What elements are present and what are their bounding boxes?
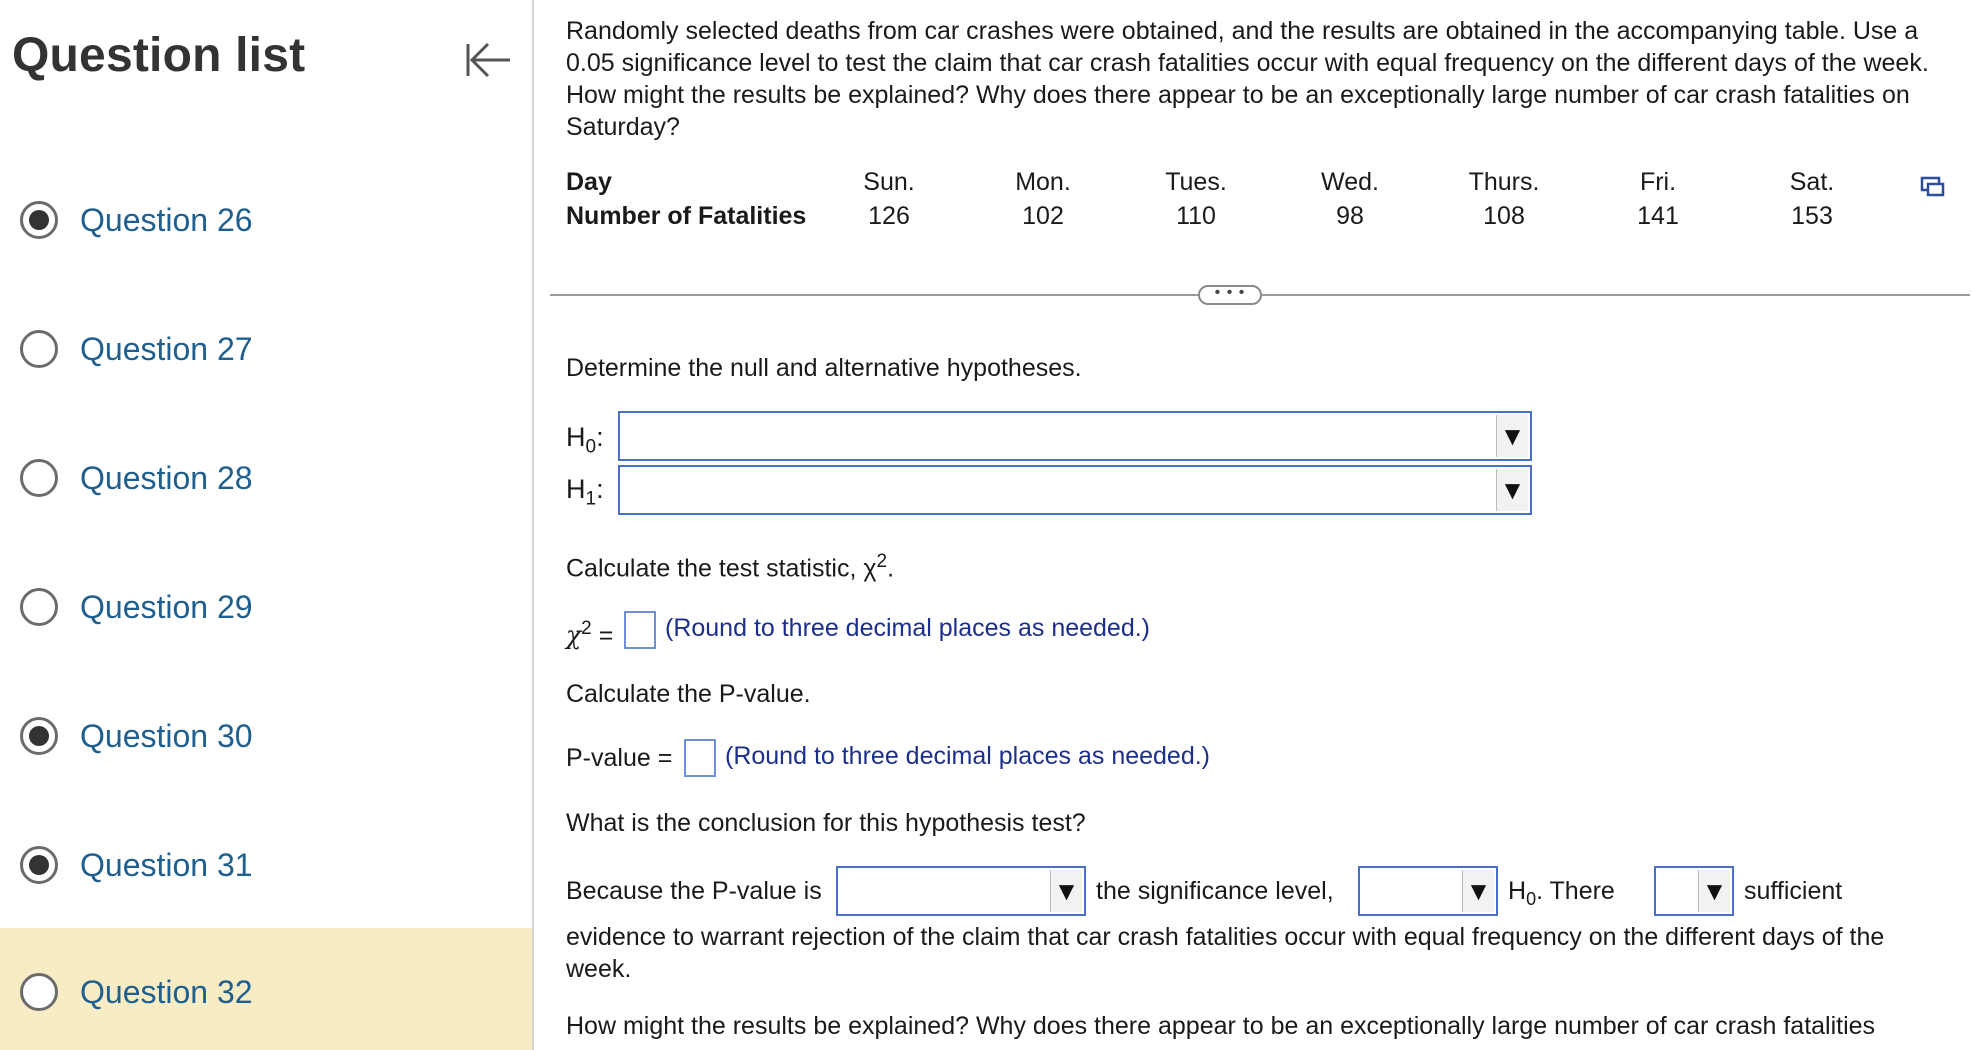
- table-cell: Tues.: [1165, 168, 1227, 196]
- sup-two: 2: [876, 551, 888, 572]
- p-value-prompt: Calculate the P-value.: [566, 680, 811, 708]
- table-row-fatalities: [566, 202, 1956, 236]
- table-cell: 110: [1176, 202, 1216, 230]
- evidence-select[interactable]: [1654, 866, 1734, 916]
- table-cell: 153: [1791, 202, 1833, 230]
- chi-sup: 2: [581, 618, 592, 639]
- h0-label: [566, 422, 604, 458]
- question-text: Randomly selected deaths from car crashes were obtained, and the results are obtained in the accompanying table. Use a 0.05 significance level to test the claim that car crash fatalities occur with equal frequency on the different days of the week. How might the results be explained? Why does there appear to be an exceptionally large number of car crash fatalities on Saturday?: [566, 17, 1929, 141]
- question-label: Question 28: [80, 460, 253, 496]
- hypotheses-prompt: Determine the null and alternative hypotheses.: [566, 354, 1082, 382]
- status-radio-icon: [20, 459, 58, 497]
- h1-select[interactable]: [618, 465, 1532, 515]
- h1-label: [566, 474, 604, 510]
- chi-symbol: χ: [566, 620, 582, 650]
- sidebar-title: Question list: [12, 29, 306, 82]
- question-panel: [536, 0, 1972, 1050]
- h0-there-text: [1508, 875, 1615, 915]
- table-cell: Sat.: [1789, 168, 1835, 196]
- question-item-28[interactable]: [0, 414, 532, 543]
- round-hint: (Round to three decimal places as needed.): [665, 614, 1151, 642]
- stat-prompt-text: Calculate the test statistic, χ: [566, 554, 877, 583]
- table-cell: 102: [1022, 202, 1064, 230]
- table-cell: 98: [1336, 202, 1364, 230]
- table-cell: Thurs.: [1468, 168, 1540, 196]
- table-cell: Mon.: [1015, 168, 1071, 196]
- status-radio-icon: [20, 201, 58, 239]
- dropdown-arrow-icon: ▼: [1698, 870, 1730, 912]
- status-radio-icon: [20, 330, 58, 368]
- chi-square-label: [566, 613, 613, 651]
- h0-letter: H: [566, 422, 586, 452]
- question-item-27[interactable]: [0, 285, 532, 414]
- question-label: Question 30: [80, 718, 253, 754]
- status-radio-icon: [20, 717, 58, 755]
- conclusion-prompt: What is the conclusion for this hypothesis test?: [566, 809, 1086, 837]
- dropdown-arrow-icon: ▼: [1050, 870, 1082, 912]
- dropdown-arrow-icon: ▼: [1462, 870, 1494, 912]
- status-radio-icon: [20, 846, 58, 884]
- h0-ref-sub: 0: [1526, 889, 1537, 909]
- h0-select[interactable]: [618, 411, 1532, 461]
- test-statistic-prompt: [566, 546, 894, 584]
- row-header-fatalities: Number of Fatalities: [566, 202, 807, 230]
- question-list-sidebar: [0, 0, 534, 1050]
- question-item-29[interactable]: [0, 543, 532, 672]
- status-radio-icon: [20, 588, 58, 626]
- stat-prompt-end: .: [887, 554, 895, 583]
- question-label: Question 27: [80, 331, 253, 367]
- status-radio-icon: [20, 973, 58, 1011]
- h1-letter: H: [566, 474, 586, 504]
- question-label: Question 26: [80, 202, 253, 238]
- question-label: Question 29: [80, 589, 253, 625]
- table-cell: 141: [1637, 202, 1679, 230]
- question-item-31[interactable]: [0, 801, 532, 930]
- pvalue-comparison-select[interactable]: [836, 866, 1086, 916]
- h0-colon: :: [596, 422, 604, 452]
- chi-square-input[interactable]: [624, 611, 656, 649]
- collapse-left-icon: [458, 30, 518, 90]
- table-cell: 126: [868, 202, 910, 230]
- question-item-30[interactable]: [0, 672, 532, 801]
- because-text: Because the P-value is: [566, 877, 822, 905]
- question-item-26[interactable]: [0, 156, 532, 285]
- question-label: Question 31: [80, 847, 253, 883]
- table-cell: Sun.: [863, 168, 915, 196]
- dropdown-arrow-icon: ▼: [1496, 415, 1528, 457]
- h1-colon: :: [596, 474, 604, 504]
- h0-subscript: 0: [585, 436, 597, 458]
- next-question-text: How might the results be explained? Why does there appear to be an exceptionally large number of car crash fatalities: [566, 1012, 1876, 1040]
- dropdown-arrow-icon: ▼: [1496, 469, 1528, 511]
- equals-sign: =: [598, 621, 614, 650]
- p-value-input[interactable]: [684, 739, 716, 777]
- sufficient-text: sufficient: [1744, 877, 1843, 905]
- significance-text: the significance level,: [1096, 877, 1334, 905]
- table-cell: 108: [1483, 202, 1525, 230]
- row-header-day: Day: [566, 168, 612, 196]
- expand-more-button[interactable]: • • •: [1198, 285, 1262, 305]
- table-cell: Fri.: [1639, 168, 1677, 196]
- p-value-label: P-value =: [566, 744, 673, 772]
- table-row-day: [566, 168, 1956, 202]
- conclusion-rest-text: evidence to warrant rejection of the claim that car crash fatalities occur with equal frequency on the different days of the week.: [566, 923, 1885, 983]
- question-label: Question 32: [80, 974, 253, 1010]
- decision-select[interactable]: [1358, 866, 1498, 916]
- copy-table-icon[interactable]: [1920, 176, 1946, 198]
- round-hint: (Round to three decimal places as needed.): [725, 742, 1211, 770]
- there-text: . There: [1536, 877, 1615, 905]
- table-cell: Wed.: [1321, 168, 1379, 196]
- collapse-sidebar-button[interactable]: [458, 30, 518, 90]
- h0-ref-letter: H: [1508, 877, 1527, 905]
- h1-subscript: 1: [585, 488, 597, 510]
- question-item-32[interactable]: [0, 928, 532, 1050]
